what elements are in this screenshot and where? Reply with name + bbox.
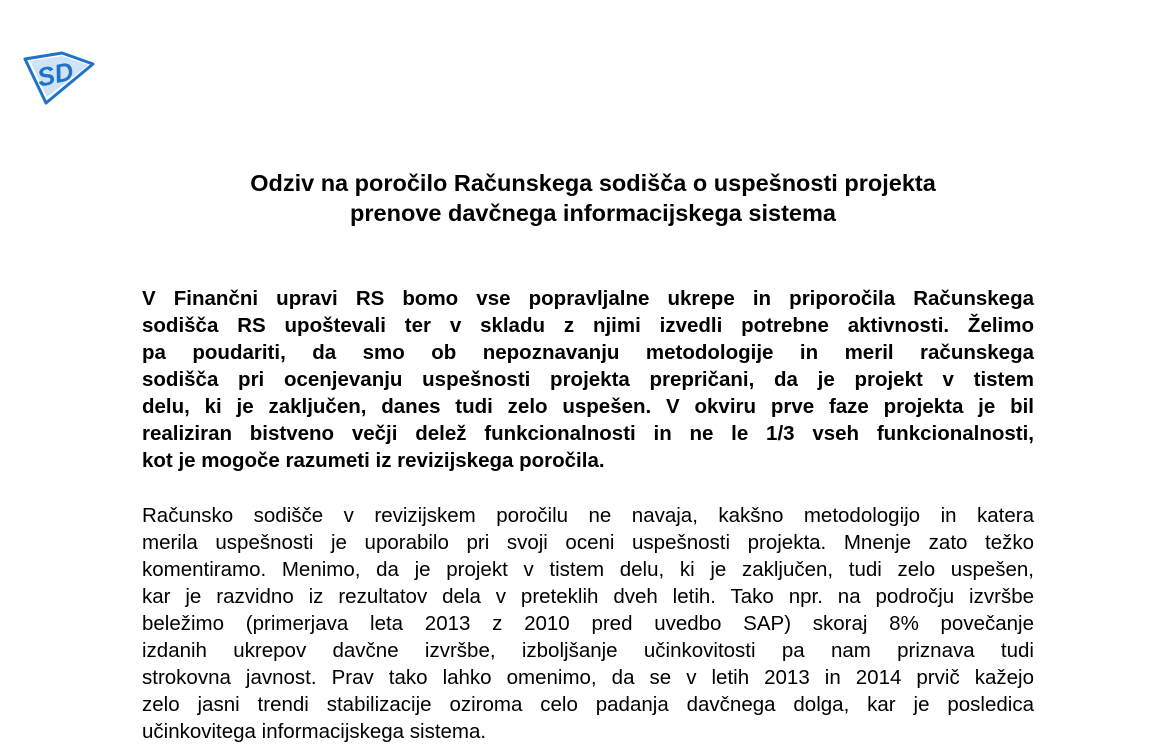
text-line: sodišča RS upoštevali ter v skladu z njimi izvedli potrebne aktivnosti. Želimo [142, 314, 1034, 337]
text-line: delu, ki je zaključen, danes tudi zelo uspešen. V okviru prve faze projekta je bil [142, 395, 1034, 418]
text-line: strokovna javnost. Prav tako lahko omenimo, da se v letih 2013 in 2014 prvič kažejo [142, 666, 1034, 689]
text-line: kot je mogoče razumeti iz revizijskega poročila. [142, 449, 605, 472]
text-line: sodišča pri ocenjevanju uspešnosti projekta prepričani, da je projekt v tistem [142, 368, 1034, 391]
title-line: Odziv na poročilo Računskega sodišča o uspešnosti projekta [250, 170, 936, 196]
text-line: komentiramo. Menimo, da je projekt v tistem delu, ki je zaključen, tudi zelo uspešen, [142, 558, 1034, 581]
text-line: beležimo (primerjava leta 2013 z 2010 pred uvedbo SAP) skoraj 8% povečanje [142, 612, 1034, 635]
paragraph-body [142, 502, 1034, 745]
text-line: pa poudariti, da smo ob nepoznavanju metodologije in meril računskega [142, 341, 1034, 364]
logo-letters: SD [34, 55, 77, 93]
text-line: realiziran bistveno večji delež funkcionalnosti in ne le 1/3 vseh funkcionalnosti, [142, 422, 1034, 445]
sd-shield-icon [22, 50, 96, 106]
text-line: zelo jasni trendi stabilizacije oziroma celo padanja davčnega dolga, kar je posledica [142, 693, 1034, 716]
text-line: Računsko sodišče v revizijskem poročilu ne navaja, kakšno metodologijo in katera [142, 504, 1034, 527]
text-line: učinkovitega informacijskega sistema. [142, 720, 487, 743]
title-line: prenove davčnega informacijskega sistema [350, 200, 836, 226]
text-line: izdanih ukrepov davčne izvršbe, izboljšanje učinkovitosti pa nam priznava tudi [142, 639, 1034, 662]
sd-logo [22, 50, 96, 106]
paragraph-bold [142, 285, 1034, 474]
text-line: V Finančni upravi RS bomo vse popravljalne ukrepe in priporočila Računskega [142, 287, 1034, 310]
document-title [100, 168, 1086, 228]
text-line: merila uspešnosti je uporabilo pri svoji oceni uspešnosti projekta. Mnenje zato težko [142, 531, 1034, 554]
text-line: kar je razvidno iz rezultatov dela v preteklih dveh letih. Tako npr. na področju izvršbe [142, 585, 1034, 608]
